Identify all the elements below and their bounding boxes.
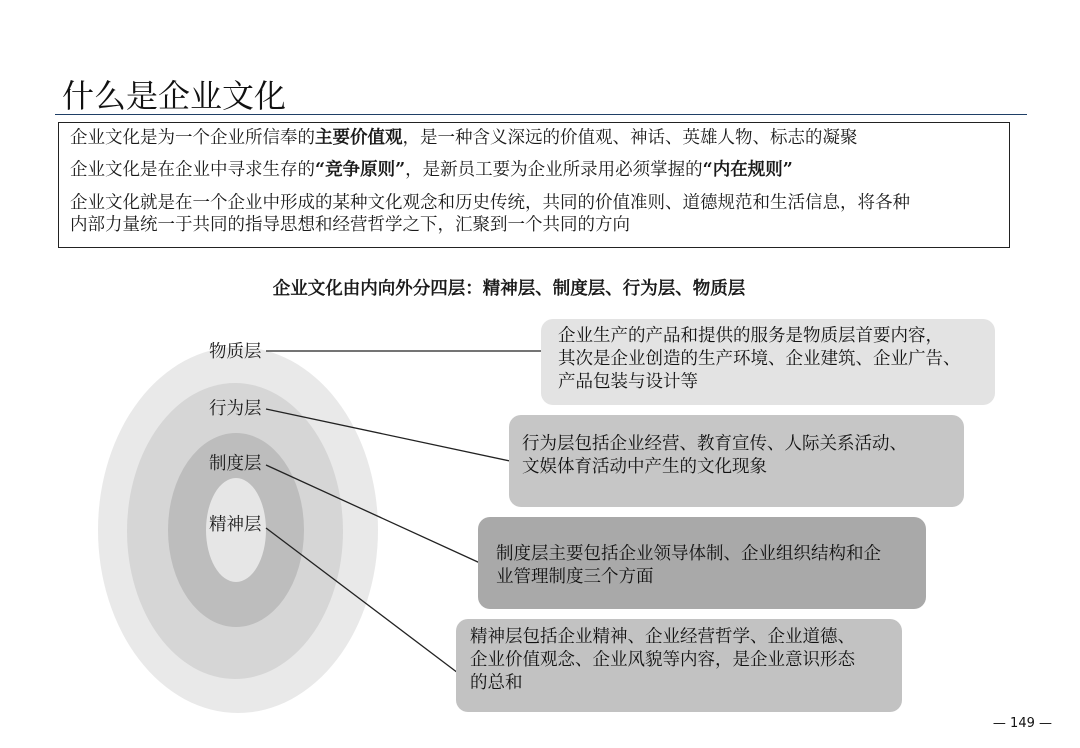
callout-spirit-line-3: 的总和 [470, 673, 523, 693]
callout-system-line-2: 业管理制度三个方面 [496, 567, 654, 587]
definition-2-text: 企业文化是在企业中寻求生存的 [70, 160, 315, 180]
callout-spirit-line-2: 企业价值观念、企业风貌等内容，是企业意识形态 [470, 650, 855, 670]
definition-1-text-end: ，是一种含义深远的价值观、神话、英雄人物、标志的凝聚 [402, 128, 858, 148]
definition-2-emphasis-1: “竞争原则” [315, 160, 406, 180]
definition-1-text: 企业文化是为一个企业所信奉的 [70, 128, 315, 148]
page-number: — 149 — [992, 716, 1052, 731]
diagram-subtitle: 企业文化由内向外分四层：精神层、制度层、行为层、物质层 [272, 279, 746, 299]
layer-label-material: 物质层 [209, 342, 262, 362]
layer-label-system: 制度层 [209, 454, 262, 474]
definition-2-emphasis-2: “内在规则” [702, 160, 793, 180]
callout-behavior-line-2: 文娱体育活动中产生的文化现象 [522, 457, 767, 477]
layer-label-spirit: 精神层 [209, 515, 262, 535]
callout-material [541, 319, 995, 405]
page-title: 什么是企业文化 [62, 77, 287, 115]
callout-material-line-2: 其次是企业创造的生产环境、企业建筑、企业广告、 [558, 349, 961, 369]
callout-system-line-1: 制度层主要包括企业领导体制、企业组织结构和企 [496, 544, 881, 564]
definition-1-emphasis: 主要价值观 [315, 128, 403, 148]
definition-2-text-mid: ，是新员工要为企业所录用必须掌握的 [405, 160, 703, 180]
callout-spirit-line-1: 精神层包括企业精神、企业经营哲学、企业道德、 [470, 627, 855, 647]
callout-material-line-1: 企业生产的产品和提供的服务是物质层首要内容， [558, 326, 943, 346]
definition-line-3a: 企业文化就是在一个企业中形成的某种文化观念和历史传统，共同的价值准则、道德规范和生活信息，将各种 [70, 193, 910, 213]
callout-behavior-line-1: 行为层包括企业经营、教育宣传、人际关系活动、 [522, 434, 907, 454]
callout-spirit [456, 619, 902, 712]
callout-material-line-3: 产品包装与设计等 [558, 372, 698, 392]
layer-label-behavior: 行为层 [209, 399, 262, 419]
definition-line-3b: 内部力量统一于共同的指导思想和经营哲学之下，汇聚到一个共同的方向 [70, 215, 630, 235]
callout-system [478, 517, 926, 609]
callout-behavior [509, 415, 964, 507]
